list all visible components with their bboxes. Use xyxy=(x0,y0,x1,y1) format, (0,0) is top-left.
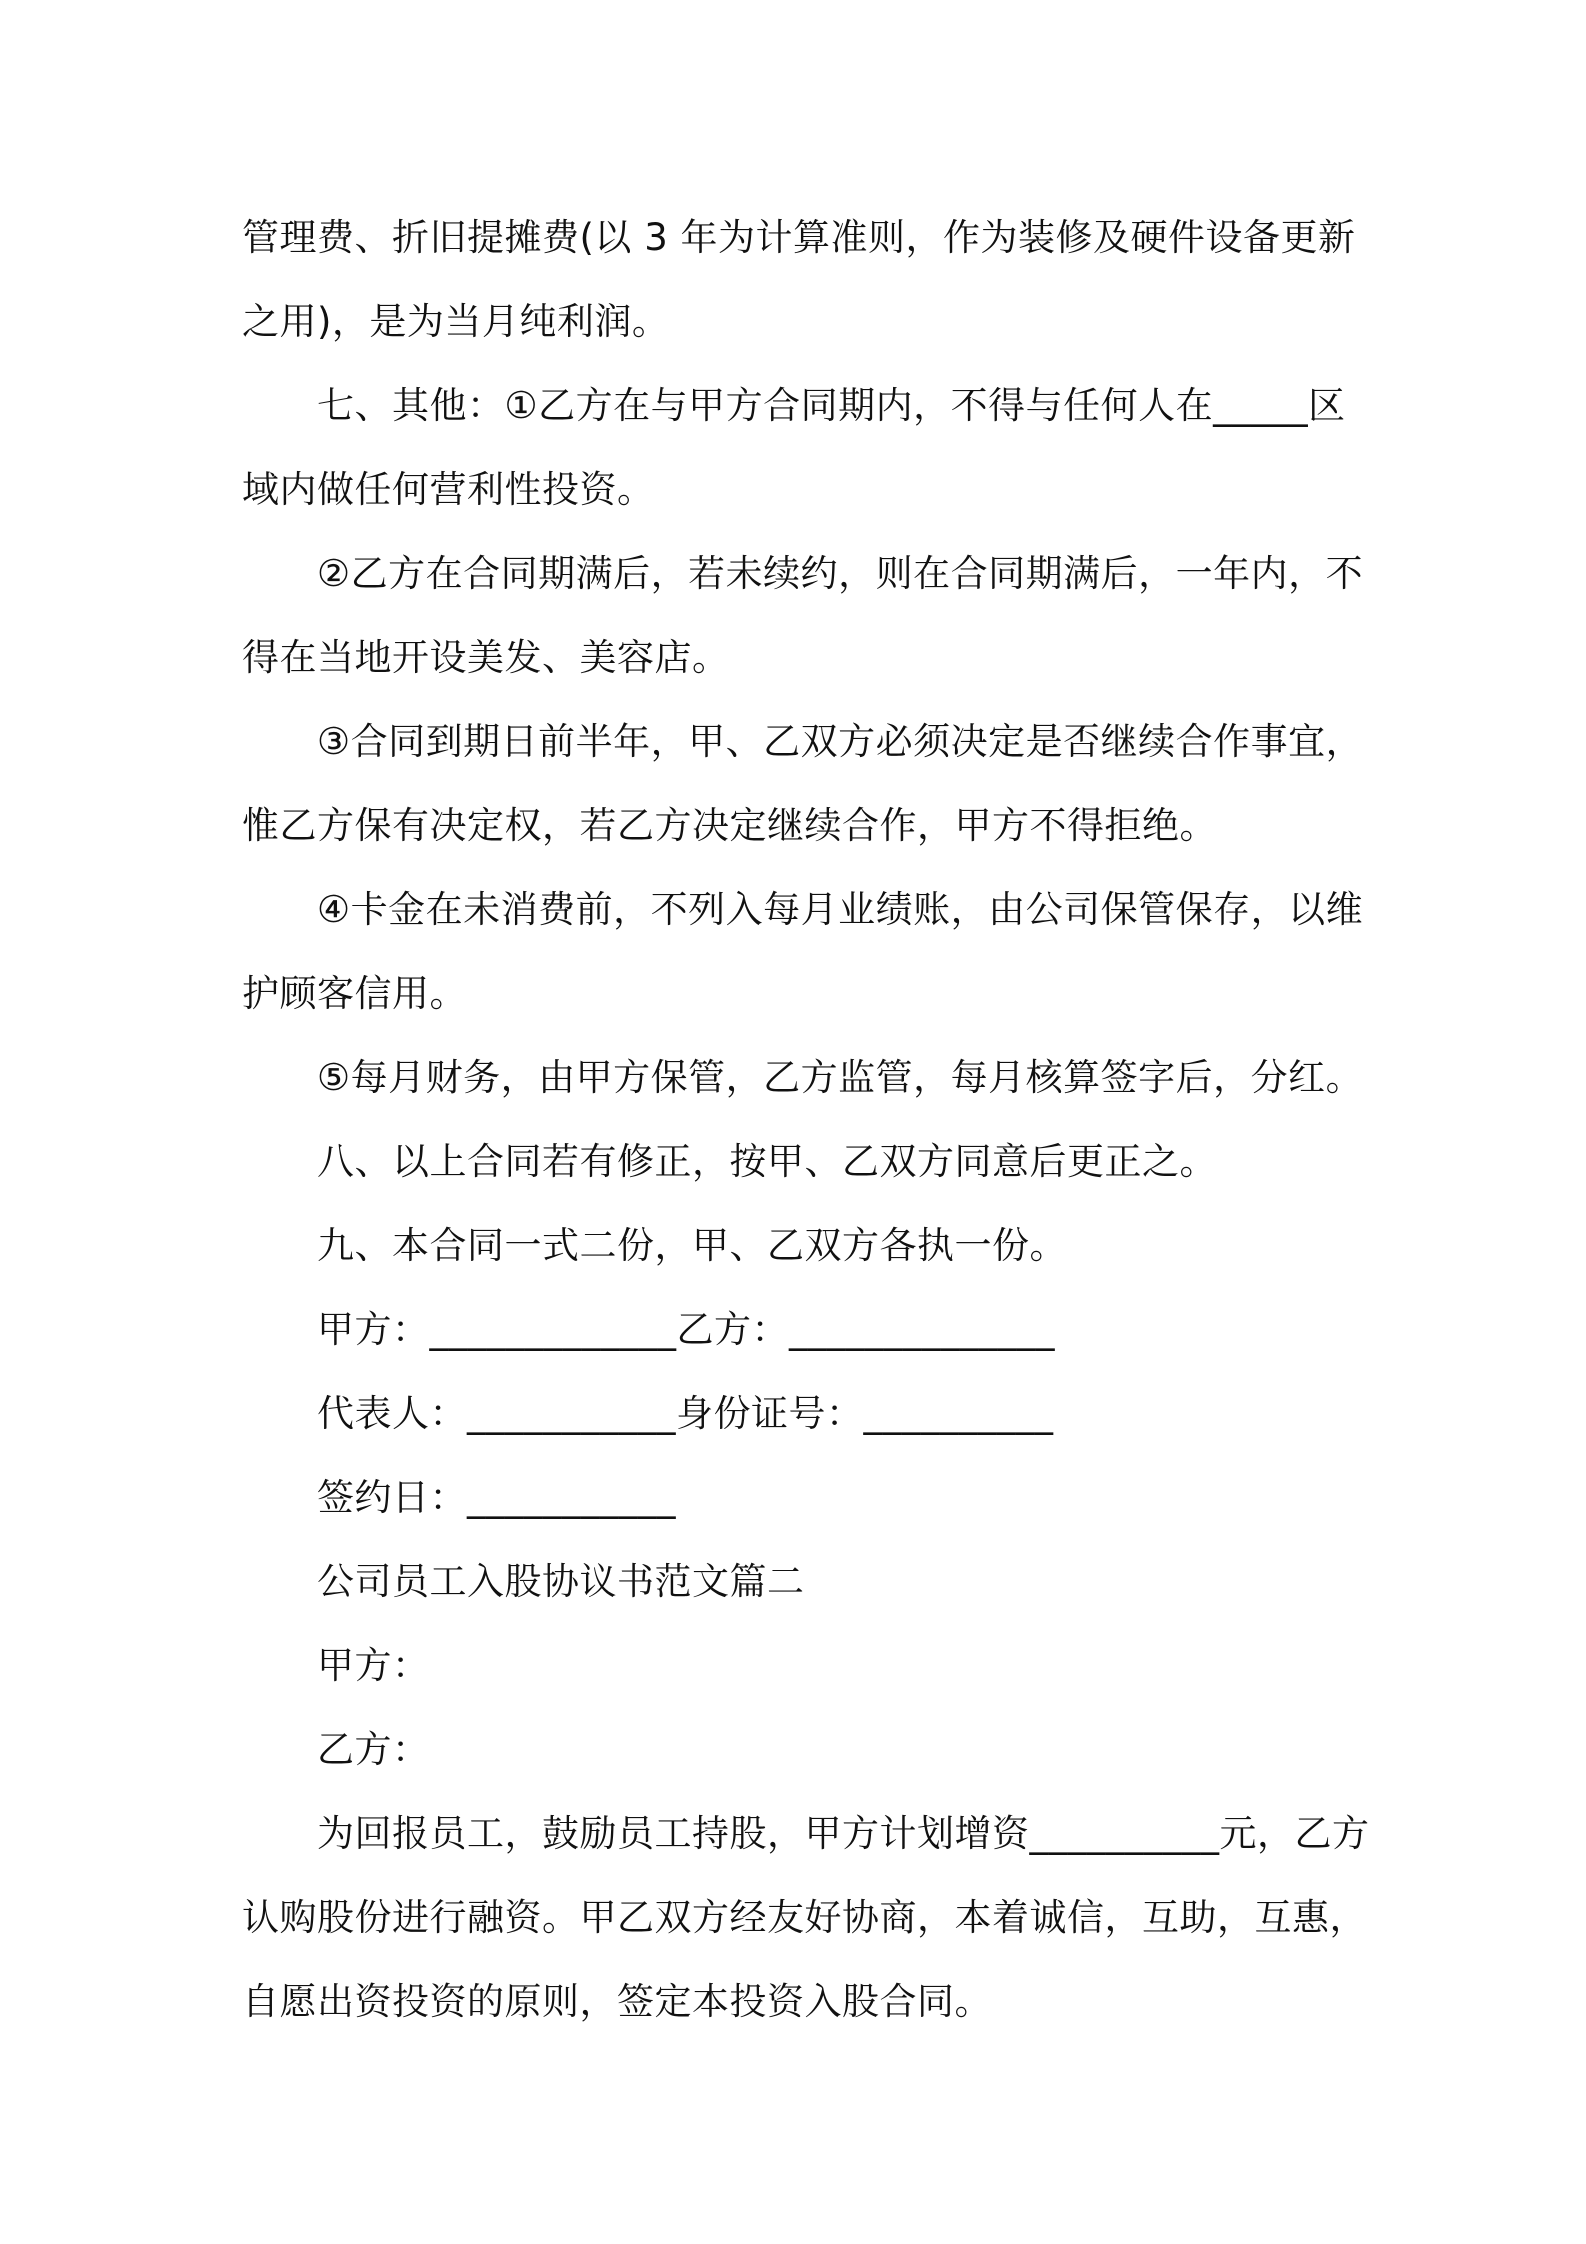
paragraph-clause-7-3 xyxy=(242,700,1364,868)
document-body xyxy=(242,196,1370,2044)
paragraph-intro xyxy=(242,1792,1370,2044)
signature-representative-line xyxy=(242,1372,1352,1456)
text-line: 八、以上合同若有修正，按甲、乙双方同意后更正之。 xyxy=(317,1140,1217,1183)
paragraph-clause-7-4 xyxy=(242,868,1364,1036)
signature-date-line xyxy=(242,1456,1352,1540)
text-line: 为回报员工，鼓励员工持股，甲方计划增资__________元，乙方 xyxy=(317,1812,1370,1855)
text-line: 代表人：___________身份证号：__________ xyxy=(317,1392,1054,1435)
text-line: 得在当地开设美发、美容店。 xyxy=(242,636,730,679)
text-line: 甲方： xyxy=(317,1644,430,1687)
text-line: ②乙方在合同期满后，若未续约，则在合同期满后，一年内，不 xyxy=(317,552,1364,595)
text-line: 域内做任何营利性投资。 xyxy=(242,468,655,511)
paragraph-clause-9 xyxy=(242,1204,1352,1288)
text-line: ⑤每月财务，由甲方保管，乙方监管，每月核算签字后，分红。 xyxy=(317,1056,1364,1099)
text-line: 惟乙方保有决定权，若乙方决定继续合作，甲方不得拒绝。 xyxy=(242,804,1217,847)
paragraph-clause-8 xyxy=(242,1120,1352,1204)
text-line: 公司员工入股协议书范文篇二 xyxy=(317,1560,805,1603)
signature-party-line xyxy=(242,1288,1352,1372)
party-a-label xyxy=(242,1624,1352,1708)
text-line: 自愿出资投资的原则，签定本投资入股合同。 xyxy=(242,1980,992,2023)
text-line: 管理费、折旧提摊费(以 3 年为计算准则，作为装修及硬件设备更新 xyxy=(242,216,1356,259)
text-line: ③合同到期日前半年，甲、乙双方必须决定是否继续合作事宜， xyxy=(317,720,1364,763)
text-line: 九、本合同一式二份，甲、乙双方各执一份。 xyxy=(317,1224,1067,1267)
text-line: 七、其他：①乙方在与甲方合同期内，不得与任何人在_____区 xyxy=(317,384,1346,427)
paragraph-clause-7-2 xyxy=(242,532,1364,700)
paragraph-clause-7 xyxy=(242,364,1352,532)
text-line: 签约日：___________ xyxy=(317,1476,676,1519)
text-line: ④卡金在未消费前，不列入每月业绩账，由公司保管保存，以维 xyxy=(317,888,1364,931)
paragraph-clause-7-5 xyxy=(242,1036,1364,1120)
text-line: 之用)，是为当月纯利润。 xyxy=(242,300,670,343)
text-line: 乙方： xyxy=(317,1728,430,1771)
paragraph-depreciation xyxy=(242,196,1356,364)
text-line: 护顾客信用。 xyxy=(242,972,467,1015)
text-line: 认购股份进行融资。甲乙双方经友好协商，本着诚信，互助，互惠， xyxy=(242,1896,1367,1939)
section-title xyxy=(242,1540,1352,1624)
text-line: 甲方：_____________乙方：______________ xyxy=(317,1308,1055,1351)
party-b-label xyxy=(242,1708,1352,1792)
